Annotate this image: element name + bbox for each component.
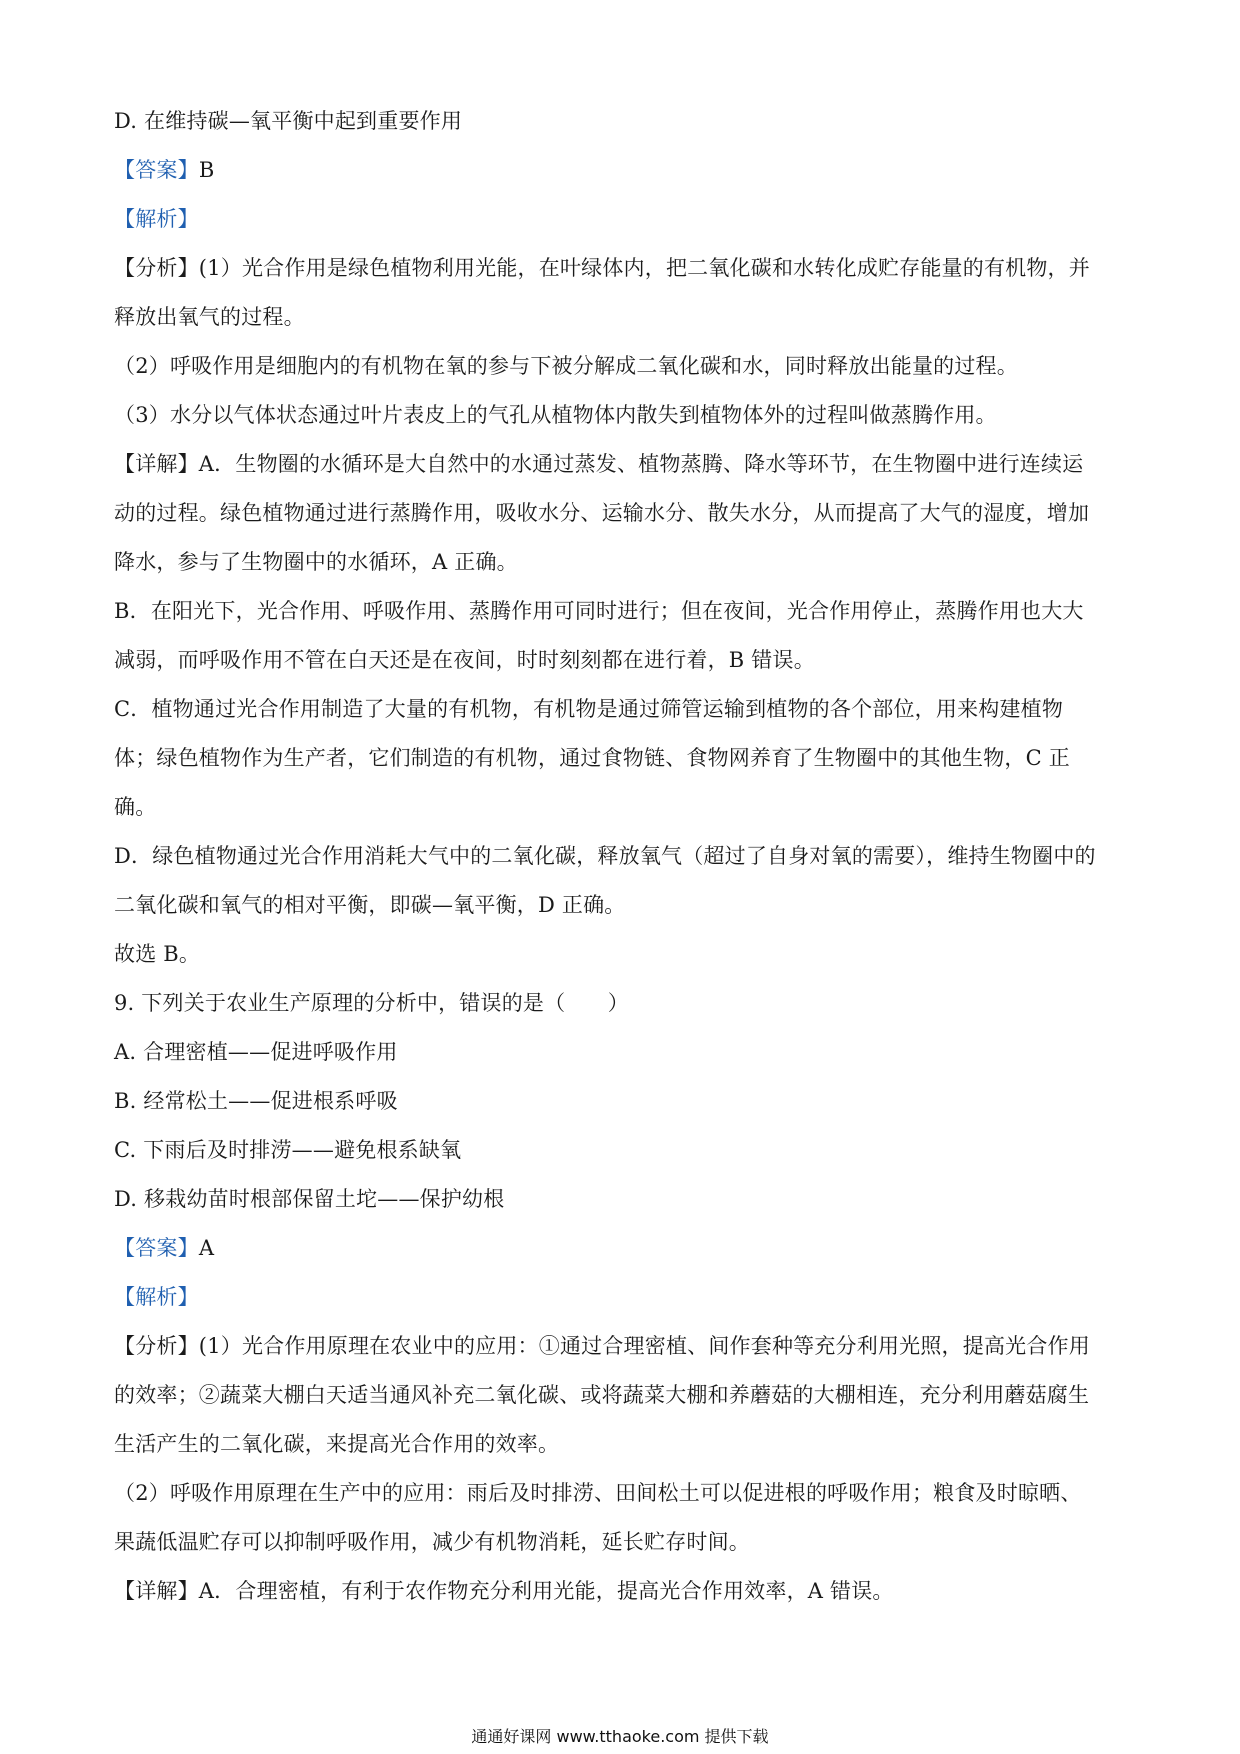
text-line: 动的过程。绿色植物通过进行蒸腾作用，吸收水分、运输水分、散失水分，从而提高了大气的湿度，增加 bbox=[114, 501, 1090, 525]
text-line: D．绿色植物通过光合作用消耗大气中的二氧化碳，释放氧气（超过了自身对氧的需要），维持生物圈中的 bbox=[114, 844, 1096, 868]
answer-tag: 【答案】 bbox=[114, 1236, 199, 1260]
option-c: C. 下雨后及时排涝——避免根系缺氧 bbox=[114, 1138, 462, 1162]
answer-value: B bbox=[198, 158, 215, 182]
text-line: 【详解】A．生物圈的水循环是大自然中的水通过蒸发、植物蒸腾、降水等环节，在生物圈中进行连续运 bbox=[114, 452, 1084, 476]
text-line: 体；绿色植物作为生产者，它们制造的有机物，通过食物链、食物网养育了生物圈中的其他生物，C 正 bbox=[114, 746, 1070, 770]
option-d: D. 移栽幼苗时根部保留土坨——保护幼根 bbox=[114, 1187, 505, 1211]
text-line: 故选 B。 bbox=[114, 942, 201, 966]
text-line: 果蔬低温贮存可以抑制呼吸作用，减少有机物消耗，延长贮存时间。 bbox=[114, 1530, 750, 1554]
text-line: （2）呼吸作用原理在生产中的应用：雨后及时排涝、田间松土可以促进根的呼吸作用；粮食及时晾晒、 bbox=[114, 1481, 1082, 1505]
page-footer: 通通好课网 www.tthaoke.com 提供下载 bbox=[471, 1727, 769, 1746]
text-line: B．在阳光下，光合作用、呼吸作用、蒸腾作用可同时进行；但在夜间，光合作用停止，蒸腾作用也大大 bbox=[114, 599, 1084, 623]
option-d-line: D. 在维持碳—氧平衡中起到重要作用 bbox=[114, 109, 463, 133]
analysis-heading bbox=[114, 195, 1134, 244]
analysis-tag: 【解析】 bbox=[114, 207, 199, 231]
answer-tag: 【答案】 bbox=[114, 158, 199, 182]
analysis-tag: 【解析】 bbox=[114, 1285, 199, 1309]
option-a: A. 合理密植——促进呼吸作用 bbox=[114, 1040, 398, 1064]
answer-line bbox=[114, 146, 1134, 195]
text-line: 减弱，而呼吸作用不管在白天还是在夜间，时时刻刻都在进行着，B 错误。 bbox=[114, 648, 815, 672]
answer-line bbox=[114, 1224, 1134, 1273]
text-line: 【分析】(1）光合作用原理在农业中的应用：①通过合理密植、间作套种等充分利用光照，提高光合作用 bbox=[114, 1334, 1090, 1358]
analysis-heading bbox=[114, 1273, 1134, 1322]
text-line: （2）呼吸作用是细胞内的有机物在氧的参与下被分解成二氧化碳和水，同时释放出能量的过程。 bbox=[114, 354, 1018, 378]
text-line: 二氧化碳和氧气的相对平衡，即碳—氧平衡，D 正确。 bbox=[114, 893, 626, 917]
text-line: 生活产生的二氧化碳，来提高光合作用的效率。 bbox=[114, 1432, 560, 1456]
text-line: （3）水分以气体状态通过叶片表皮上的气孔从植物体内散失到植物体外的过程叫做蒸腾作用。 bbox=[114, 403, 997, 427]
text-line: 降水，参与了生物圈中的水循环，A 正确。 bbox=[114, 550, 518, 574]
text-line: 的效率；②蔬菜大棚白天适当通风补充二氧化碳、或将蔬菜大棚和养蘑菇的大棚相连，充分利用蘑菇腐生 bbox=[114, 1383, 1090, 1407]
document-body bbox=[114, 97, 1134, 1616]
answer-value: A bbox=[198, 1236, 215, 1260]
text-line: 确。 bbox=[114, 795, 157, 819]
question-9: 9. 下列关于农业生产原理的分析中，错误的是（ ） bbox=[114, 991, 629, 1015]
text-line: 【分析】(1）光合作用是绿色植物利用光能，在叶绿体内，把二氧化碳和水转化成贮存能量的有机物，并 bbox=[114, 256, 1090, 280]
option-b: B. 经常松土——促进根系呼吸 bbox=[114, 1089, 398, 1113]
text-line: C．植物通过光合作用制造了大量的有机物，有机物是通过筛管运输到植物的各个部位，用来构建植物 bbox=[114, 697, 1064, 721]
text-line: 释放出氧气的过程。 bbox=[114, 305, 305, 329]
text-line: 【详解】A．合理密植，有利于农作物充分利用光能，提高光合作用效率，A 错误。 bbox=[114, 1579, 894, 1603]
